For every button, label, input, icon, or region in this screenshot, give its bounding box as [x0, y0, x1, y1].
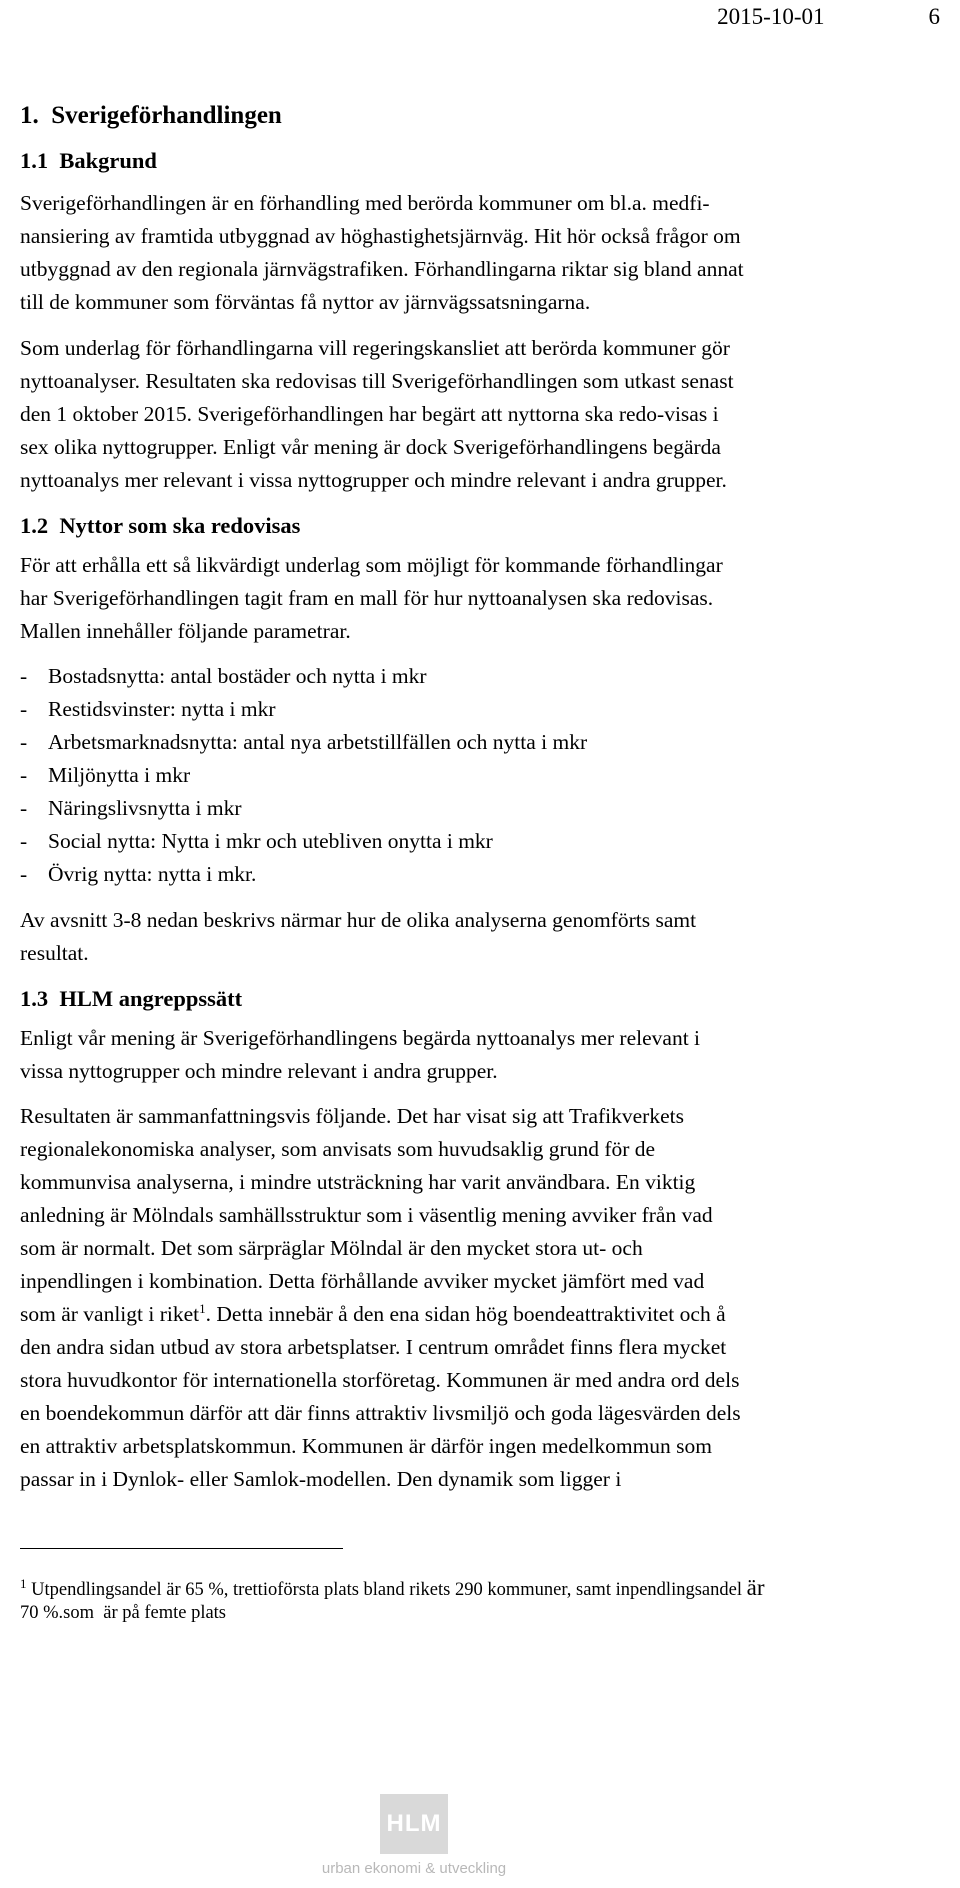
- paragraph-line: den 1 oktober 2015. Sverigeförhandlingen har begärt att nyttorna ska redo-visas i: [20, 402, 719, 426]
- list-marker: -: [20, 664, 28, 688]
- line-text: . Detta innebär å den ena sidan hög boendeattraktivitet och å: [205, 1302, 726, 1326]
- subsection-heading-bakgrund: 1.1 Bakgrund: [20, 148, 157, 173]
- list-item-text: Bostadsnytta: antal bostäder och nytta i mkr: [48, 664, 427, 688]
- section-heading: 1. Sverigeförhandlingen: [20, 102, 282, 129]
- footnote-divider: [20, 1548, 343, 1549]
- paragraph-line: nyttoanalys mer relevant i vissa nyttogrupper och mindre relevant i andra grupper.: [20, 468, 727, 492]
- list-item-text: Miljönytta i mkr: [48, 763, 191, 787]
- footnote: [20, 1576, 764, 1600]
- list-marker: -: [20, 763, 28, 787]
- paragraph-line-with-footnote: [20, 1300, 726, 1326]
- paragraph-line: regionalekonomiska analyser, som anvisats som huvudsaklig grund för de: [20, 1137, 656, 1161]
- hlm-logo: [316, 1794, 512, 1882]
- paragraph-line: nyttoanalyser. Resultaten ska redovisas till Sverigeförhandlingen som utkast senast: [20, 369, 734, 393]
- paragraph-line: Mallen innehåller följande parametrar.: [20, 619, 351, 643]
- footnote-text: är: [746, 1575, 765, 1600]
- paragraph-line: kommunvisa analyserna, i mindre utsträckning har varit användbara. En viktig: [20, 1170, 696, 1194]
- date-text: 2015-10-01: [717, 4, 825, 29]
- paragraph-line: som är normalt. Det som särpräglar Mölndal är den mycket stora ut- och: [20, 1236, 643, 1260]
- paragraph-line: har Sverigeförhandlingen tagit fram en mall för hur nyttoanalysen ska redovisas.: [20, 586, 714, 610]
- header-date: [40, 4, 960, 30]
- paragraph-line: anledning är Mölndals samhällsstruktur som i väsentlig mening avviker från vad: [20, 1203, 713, 1227]
- list-item-text: Arbetsmarknadsnytta: antal nya arbetstillfällen och nytta i mkr: [48, 730, 588, 754]
- list-item-text: Övrig nytta: nytta i mkr.: [48, 862, 257, 886]
- paragraph-line: en boendekommun därför att där finns attraktiv livsmiljö och goda lägesvärden dels: [20, 1401, 741, 1425]
- paragraph-line: till de kommuner som förväntas få nyttor av järnvägssatsningarna.: [20, 290, 591, 314]
- paragraph-line: resultat.: [20, 941, 89, 965]
- list-marker: -: [20, 730, 28, 754]
- list-item-text: Social nytta: Nytta i mkr och utebliven onytta i mkr: [48, 829, 493, 853]
- paragraph-line: passar in i Dynlok- eller Samlok-modellen. Den dynamik som ligger i: [20, 1467, 622, 1491]
- paragraph-line: Resultaten är sammanfattningsvis följande. Det har visat sig att Trafikverkets: [20, 1104, 684, 1128]
- paragraph-line: nansiering av framtida utbyggnad av höghastighetsjärnväg. Hit hör också frågor om: [20, 224, 741, 248]
- list-marker: -: [20, 697, 28, 721]
- paragraph-line: inpendlingen i kombination. Detta förhållande avviker mycket jämfört med vad: [20, 1269, 705, 1293]
- footnote-text: Utpendlingsandel är 65 %, trettioförsta plats bland rikets 290 kommuner, samt inpendlingsandel: [31, 1580, 742, 1600]
- footnote-number: 1: [20, 1575, 27, 1591]
- footnote-line: 70 %.som är på femte plats: [20, 1603, 227, 1623]
- paragraph-line: Sverigeförhandlingen är en förhandling med berörda kommuner om bl.a. medfi-: [20, 191, 710, 215]
- paragraph-line: stora huvudkontor för internationella storföretag. Kommunen är med andra ord dels: [20, 1368, 740, 1392]
- paragraph-line: Enligt vår mening är Sverigeförhandlingens begärda nyttoanalys mer relevant i: [20, 1026, 701, 1050]
- paragraph-line: en attraktiv arbetsplatskommun. Kommunen är därför ingen medelkommun som: [20, 1434, 713, 1458]
- paragraph-line: sex olika nyttogrupper. Enligt vår mening är dock Sverigeförhandlingens begärda: [20, 435, 721, 459]
- list-marker: -: [20, 796, 28, 820]
- footnote-reference[interactable]: 1: [199, 1300, 206, 1316]
- line-text: som är vanligt i riket: [20, 1302, 200, 1326]
- subsection-heading-hlm: 1.3 HLM angreppssätt: [20, 986, 243, 1011]
- paragraph-line: Som underlag för förhandlingarna vill regeringskansliet att berörda kommuner gör: [20, 336, 730, 360]
- page-number: 6: [928, 4, 940, 29]
- list-item-text: Restidsvinster: nytta i mkr: [48, 697, 276, 721]
- logo-tagline: urban ekonomi & utveckling: [321, 1860, 507, 1877]
- paragraph-line: vissa nyttogrupper och mindre relevant i andra grupper.: [20, 1059, 498, 1083]
- list-marker: -: [20, 862, 28, 886]
- paragraph-line: den andra sidan utbud av stora arbetsplatser. I centrum området finns flera mycket: [20, 1335, 727, 1359]
- subsection-heading-nyttor: 1.2 Nyttor som ska redovisas: [20, 513, 301, 538]
- paragraph-line: För att erhålla ett så likvärdigt underlag som möjligt för kommande förhandlingar: [20, 553, 723, 577]
- logo-mark: HLM: [380, 1794, 448, 1854]
- paragraph-line: utbyggnad av den regionala järnvägstrafiken. Förhandlingarna riktar sig bland annat: [20, 257, 744, 281]
- paragraph-line: Av avsnitt 3-8 nedan beskrivs närmar hur de olika analyserna genomförts samt: [20, 908, 697, 932]
- list-item-text: Näringslivsnytta i mkr: [48, 796, 242, 820]
- list-marker: -: [20, 829, 28, 853]
